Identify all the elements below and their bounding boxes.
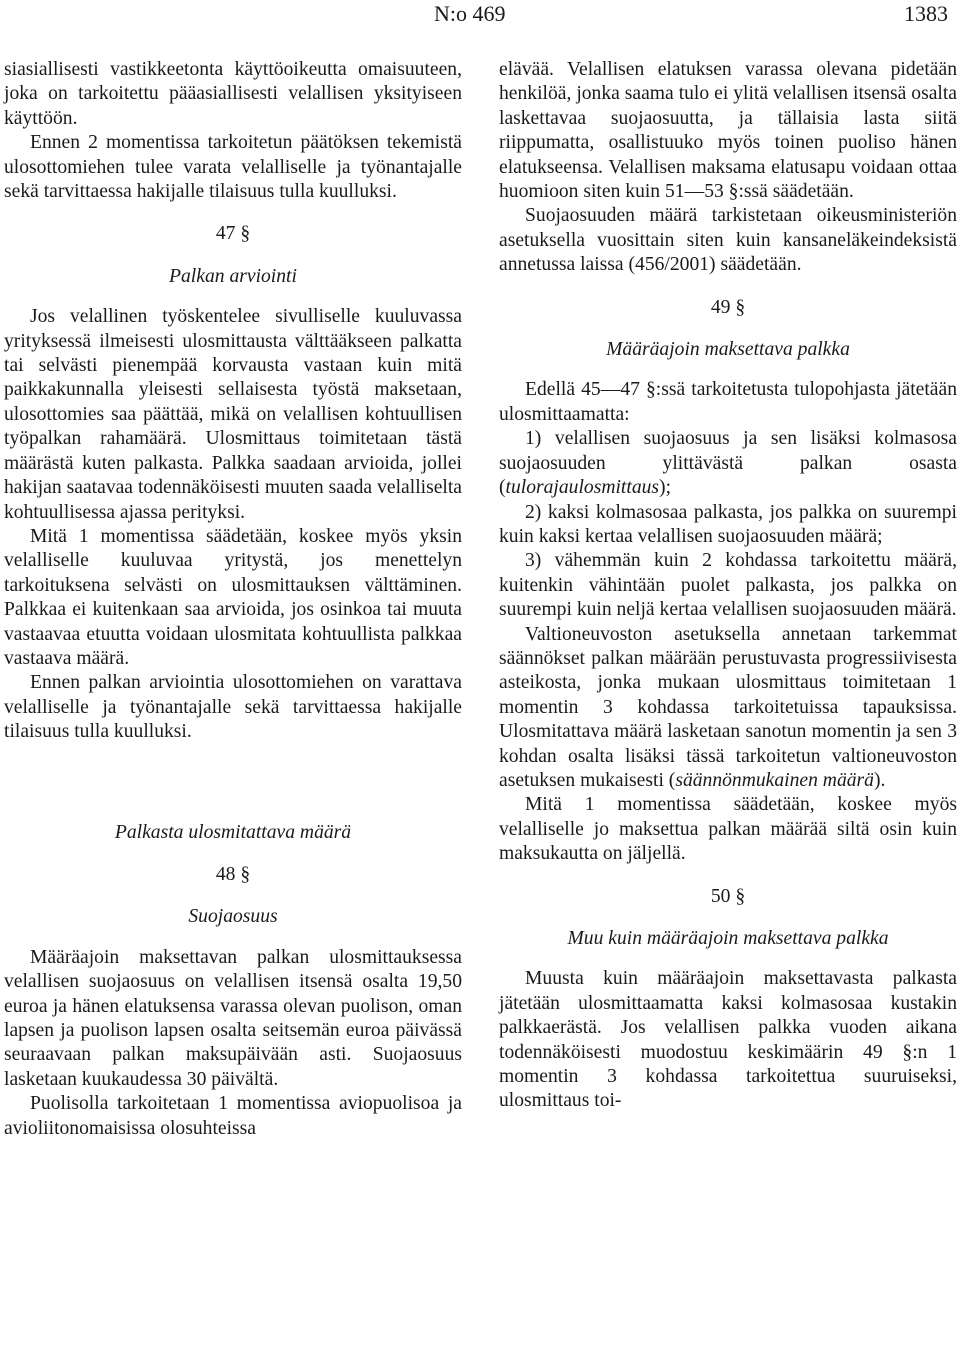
paragraph: Muusta kuin määräajoin maksettavasta palkasta jätetään ulosmittaamatta kaksi kolmasosaa kustakin palkkaerästä. Jos velallisen palkka vuoden aikana todennäköisesti muodostuu keskimäärin 49 §:n 1 momentin 3 kohdassa tarkoitettua suuruiseksi, ulosmittaus toi- — [499, 968, 957, 1112]
section-number-49: 49 § — [710, 296, 746, 318]
section-title-48: Suojaosuus — [188, 906, 278, 928]
paragraph: siasiallisesti vastikkeetonta käyttöoikeutta omaisuuteen, joka on tarkoitettu pääasiallisesti velallisen yksityiseen käyttöön. — [4, 59, 462, 129]
list-item — [499, 427, 957, 500]
page-number: 1383 — [904, 1, 948, 26]
list-item-text: ); — [659, 477, 672, 499]
paragraph: Edellä 45—47 §:ssä tarkoitetusta tulopohjasta jätetään ulosmittaamatta: — [499, 379, 957, 425]
paragraph-text: ). — [873, 769, 886, 791]
document-number: N:o 469 — [434, 1, 506, 26]
paragraph: Puolisolla tarkoitetaan 1 momentissa aviopuolisoa ja avioliitonomaisissa olosuhteissa — [4, 1093, 462, 1139]
paragraph: Määräajoin maksettavan palkan ulosmittauksessa velallisen suojaosuus on velallisen itsensä osalta 19,50 euroa ja hänen elatuksensa varassa olevan puolison, oman lapsen ja puolison lapsen osalta seitsemän euroa päivässä seuraavaan palkan maksupäivään asti. Suojaosuus lasketaan kuukaudessa 30 päivältä. — [4, 946, 462, 1090]
section-number-48: 48 § — [215, 863, 251, 885]
left-column — [4, 58, 462, 1141]
emphasis-term: säännönmukainen määrä — [675, 769, 874, 791]
list-item-text: 1) velallisen suojaosuus ja sen lisäksi kolmasosa suojaosuuden ylittävästä palkan osasta ( — [499, 428, 957, 499]
section-number-50: 50 § — [710, 885, 746, 907]
emphasis-term: tulorajaulosmittaus — [505, 477, 660, 499]
paragraph: Ennen 2 momentissa tarkoitetun päätöksen tekemistä ulosottomiehen tulee varata velalliselle ja työnantajalle sekä tarvittaessa hakijalle tilaisuus tulla kuulluksi. — [4, 132, 462, 203]
list-item: 2) kaksi kolmasosaa palkasta, jos palkka on suurempi kuin kaksi kertaa velallisen suojaosuuden määrä; — [499, 501, 957, 547]
page-header — [0, 0, 960, 30]
paragraph: Jos velallinen työskentelee sivulliselle kuuluvassa yrityksessä ilmeisesti ulosmittausta välttääkseen palkatta tai selvästi pienempää korvausta vastaan kuin mitä paikkakunnalla yleisesti sellaisesta työstä maksetaan, ulosottomies saa päättää, mikä on velallisen kohtuullisen työpalkan rahamäärä. Ulosmittaus toimitetaan tästä määrästä kuten palkasta. Palkka saadaan arvioida, jollei hakijan saatavaa todennäköisesti muuten saada velalliselta kohtuullisessa ajassa perityksi. — [4, 306, 462, 523]
paragraph — [499, 623, 957, 794]
section-title-49: Määräajoin maksettava palkka — [606, 339, 850, 361]
chapter-heading: Palkasta ulosmitattava määrä — [114, 821, 352, 843]
right-column — [499, 58, 957, 1114]
list-item: 3) vähemmän kuin 2 kohdassa tarkoitettu määrä, kuitenkin vähintään puolet palkasta, jos palkka on suurempi kuin neljä kertaa velallisen suojaosuuden määrä. — [499, 550, 957, 621]
paragraph: elävää. Velallisen elatuksen varassa olevana pidetään henkilöä, jonka saama tulo ei ylitä velallisen itsensä osalta laskettavaa suojaosuutta, ja tällaisia lasta siitä riippumatta, osallistuuko myös toinen puoliso hänen elatukseensa. Velallisen maksama elatusapu voidaan ottaa huomioon siten kuin 51—53 §:ssä säädetään. — [499, 59, 957, 203]
section-number-47: 47 § — [215, 223, 251, 245]
paragraph: Mitä 1 momentissa säädetään, koskee myös velalliselle jo maksettua palkan määrää siltä osin kuin maksukautta on jäljellä. — [499, 794, 957, 865]
section-title-50: Muu kuin määräajoin maksettava palkka — [567, 928, 889, 949]
paragraph-text: Valtioneuvoston asetuksella annetaan tarkemmat säännökset palkan määrään perustuvasta progressiivisesta asteikosta, jonka mukaan ulosmittaus toimitetaan 1 momentin 3 kohdassa tarkoitetuissa tapauksissa. Ulosmitattava määrä lasketaan sanotun momentin ja sen 3 kohdan osalta lisäksi tässä tarkoitetun valtioneuvoston asetuksen mukaisesti ( — [499, 623, 957, 791]
paragraph: Suojaosuuden määrä tarkistetaan oikeusministeriön asetuksella vuosittain siten kuin kansaneläkeindeksistä annetussa laissa (456/2001) säädetään. — [499, 205, 957, 276]
section-title-47: Palkan arviointi — [169, 265, 297, 287]
paragraph: Mitä 1 momentissa säädetään, koskee myös yksin velalliselle kuuluvaa yritystä, jos menettelyn tarkoituksena selvästi on ulosmittauksen välttäminen. Palkkaa ei kuitenkaan saa arvioida, jos osinkoa tai muuta vastaavaa etuutta voidaan ulosmitata kohtuullista palkkaa vastaava määrä. — [4, 525, 462, 669]
paragraph: Ennen palkan arviointia ulosottomiehen on varattava velalliselle ja työnantajalle sekä tarvittaessa hakijalle tilaisuus tulla kuulluksi. — [4, 672, 462, 743]
